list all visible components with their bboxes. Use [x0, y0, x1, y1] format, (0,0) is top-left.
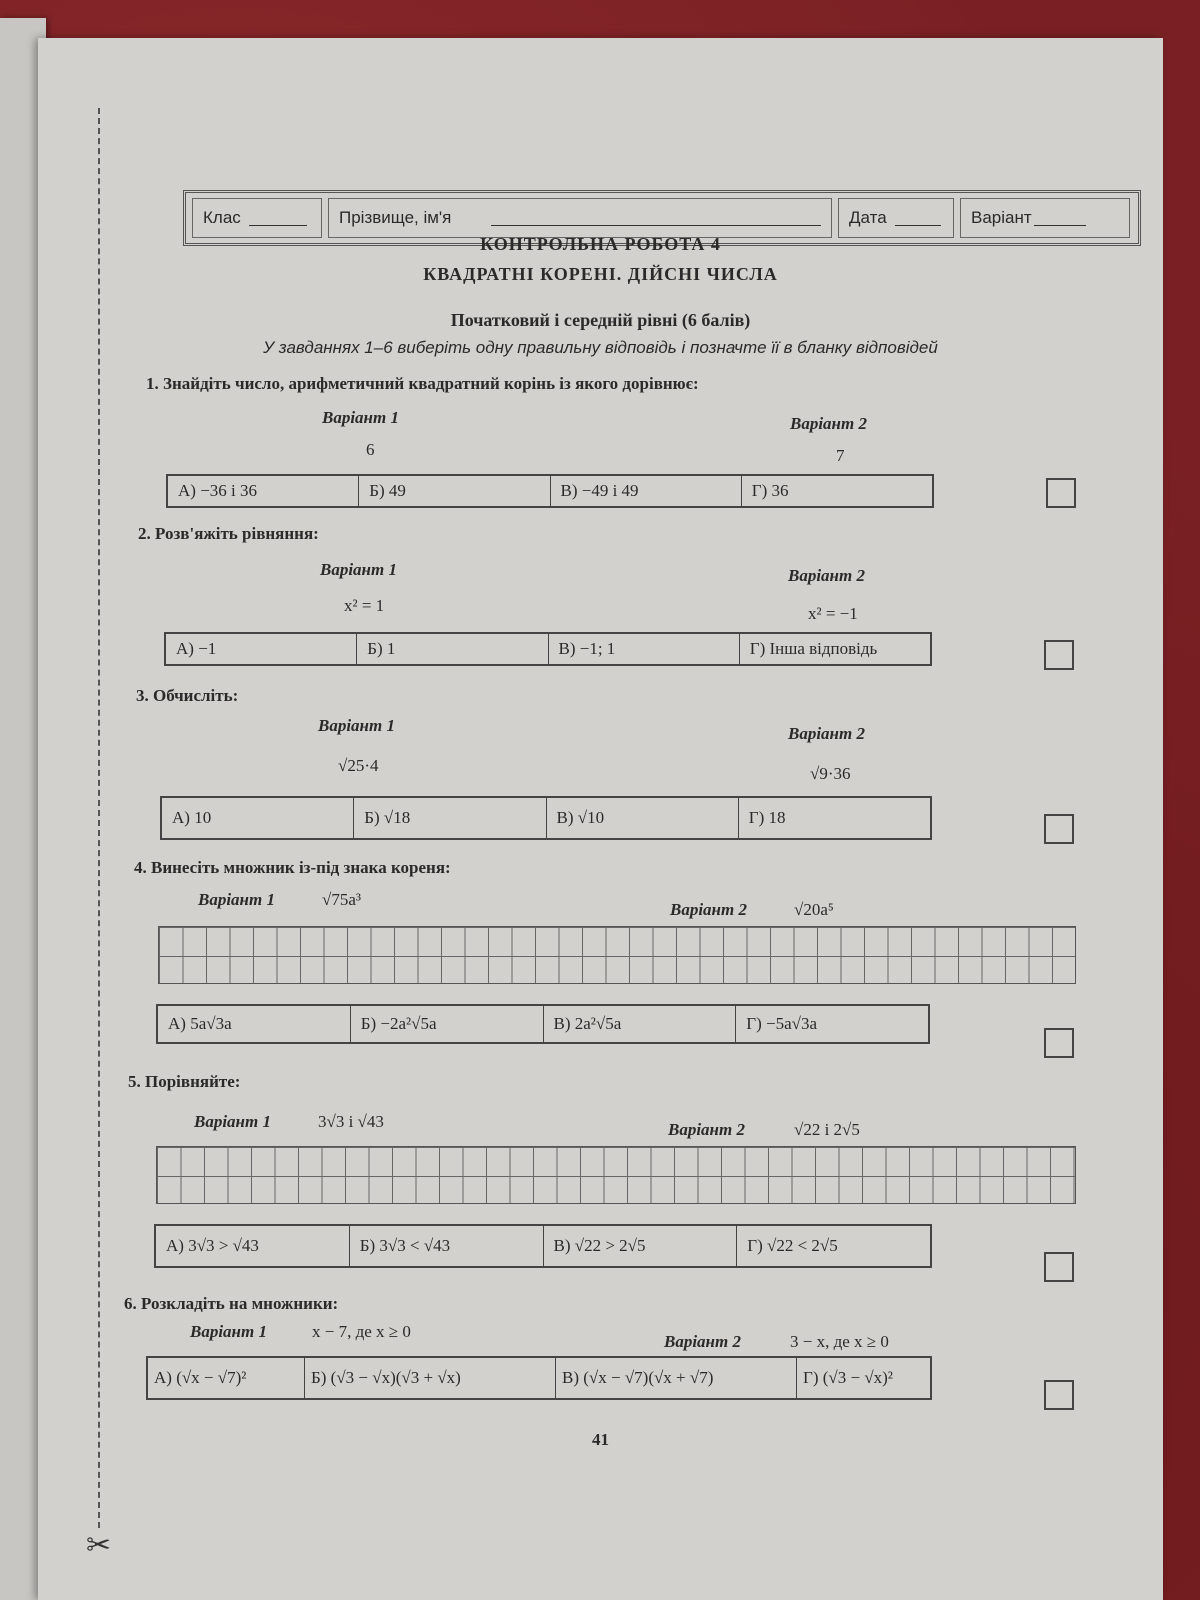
question-6-text: 6. Розкладіть на множники: [124, 1294, 339, 1313]
test-title: КОНТРОЛЬНА РОБОТА 4 [480, 234, 721, 254]
answer-option[interactable]: В) −1; 1 [549, 634, 740, 664]
class-label: Клас [203, 208, 241, 227]
question-5-answers [154, 1224, 932, 1268]
name-label: Прізвище, ім'я [339, 208, 452, 227]
answer-option[interactable]: А) (√x − √7)² [148, 1358, 305, 1398]
date-field[interactable] [838, 198, 954, 238]
answer-option[interactable]: Б) (√3 − √x)(√3 + √x) [305, 1358, 556, 1398]
q1-variant2-expr: 7 [836, 446, 845, 465]
q3-variant2-expr: √9·36 [810, 764, 851, 783]
q5-variant1-label: Варіант 1 [194, 1112, 271, 1131]
answer-option[interactable]: Г) Інша відповідь [749, 639, 878, 658]
question-6-answers [146, 1356, 932, 1400]
level-heading: Початковий і середній рівні (6 балів) [450, 310, 751, 330]
answer-option[interactable]: А) −1 [166, 634, 357, 664]
answer-option[interactable]: В) 2a²√5a [544, 1006, 737, 1042]
q2-variant1-expr: x² = 1 [344, 596, 385, 615]
answer-option[interactable]: В) (√x − √7)(√x + √7) [556, 1358, 797, 1398]
answer-option[interactable]: А) 3√3 > √43 [156, 1226, 350, 1266]
answer-option[interactable]: Б) 3√3 < √43 [350, 1226, 544, 1266]
question-3-answers [160, 796, 932, 840]
q6-variant2-label: Варіант 2 [664, 1332, 741, 1351]
answer-box-3[interactable] [1044, 814, 1074, 844]
q5-variant1-expr: 3√3 і √43 [318, 1112, 384, 1131]
variant-field[interactable] [960, 198, 1130, 238]
q2-variant1-label: Варіант 1 [320, 560, 397, 579]
q4-variant1-expr: √75a³ [322, 890, 361, 909]
page-number: 41 [592, 1430, 609, 1449]
answer-option[interactable]: В) √22 > 2√5 [544, 1226, 738, 1266]
question-4-answers [156, 1004, 930, 1044]
variant-label: Варіант [971, 208, 1032, 227]
test-topic: КВАДРАТНІ КОРЕНІ. ДІЙСНІ ЧИСЛА [423, 264, 778, 284]
answer-option[interactable]: Б) 1 [357, 634, 548, 664]
q5-variant2-expr: √22 і 2√5 [794, 1120, 860, 1139]
q2-variant2-label: Варіант 2 [788, 566, 865, 585]
q5-variant2-label: Варіант 2 [668, 1120, 745, 1139]
answer-box-6[interactable] [1044, 1380, 1074, 1410]
q1-variant1-expr: 6 [366, 440, 375, 459]
q3-variant1-expr: √25·4 [338, 756, 379, 775]
q1-variant2-label: Варіант 2 [790, 414, 867, 433]
name-field[interactable] [328, 198, 832, 238]
answer-option[interactable]: Б) √18 [354, 798, 546, 838]
question-4-text: 4. Винесіть множник із-під знака кореня: [134, 858, 451, 877]
q6-variant1-expr: x − 7, де x ≥ 0 [312, 1322, 411, 1341]
answer-option[interactable]: Б) 49 [359, 476, 550, 506]
answer-option[interactable]: В) √10 [547, 798, 739, 838]
answer-option[interactable]: Г) (√3 − √x)² [803, 1368, 893, 1387]
question-5-text: 5. Порівняйте: [128, 1072, 241, 1091]
answer-box-2[interactable] [1044, 640, 1074, 670]
q1-variant1-label: Варіант 1 [322, 408, 399, 427]
answer-option[interactable]: Г) 36 [751, 481, 789, 500]
work-grid-4[interactable] [158, 926, 1076, 984]
answer-option[interactable]: Г) −5a√3a [746, 1014, 817, 1033]
answer-option[interactable]: Г) √22 < 2√5 [747, 1236, 838, 1255]
class-field[interactable] [192, 198, 322, 238]
date-label: Дата [849, 208, 887, 227]
q4-variant2-expr: √20a⁵ [794, 900, 834, 919]
worksheet-page [38, 38, 1163, 1600]
answer-option[interactable]: А) 10 [162, 798, 354, 838]
answer-option[interactable]: Г) 18 [748, 808, 786, 827]
answer-box-4[interactable] [1044, 1028, 1074, 1058]
work-grid-5[interactable] [156, 1146, 1076, 1204]
answer-option[interactable]: А) −36 і 36 [168, 476, 359, 506]
q4-variant1-label: Варіант 1 [198, 890, 275, 909]
q6-variant1-label: Варіант 1 [190, 1322, 267, 1341]
answer-option[interactable]: В) −49 і 49 [551, 476, 742, 506]
q2-variant2-expr: x² = −1 [808, 604, 858, 623]
q4-variant2-label: Варіант 2 [670, 900, 747, 919]
q3-variant1-label: Варіант 1 [318, 716, 395, 735]
q3-variant2-label: Варіант 2 [788, 724, 865, 743]
answer-option[interactable]: Б) −2a²√5a [351, 1006, 544, 1042]
question-2-answers [164, 632, 932, 666]
answer-box-5[interactable] [1044, 1252, 1074, 1282]
question-1-text: 1. Знайдіть число, арифметичний квадратний корінь із якого дорівнює: [146, 374, 699, 393]
scissors-icon: ✂ [86, 1528, 112, 1563]
answer-option[interactable]: А) 5a√3a [158, 1006, 351, 1042]
question-2-text: 2. Розв'яжіть рівняння: [138, 524, 319, 543]
answer-box-1[interactable] [1046, 478, 1076, 508]
question-1-answers [166, 474, 934, 508]
q6-variant2-expr: 3 − x, де x ≥ 0 [790, 1332, 889, 1351]
question-3-text: 3. Обчисліть: [136, 686, 239, 705]
instruction: У завданнях 1–6 виберіть одну правильну відповідь і позначте її в бланку відповідей [263, 338, 938, 357]
